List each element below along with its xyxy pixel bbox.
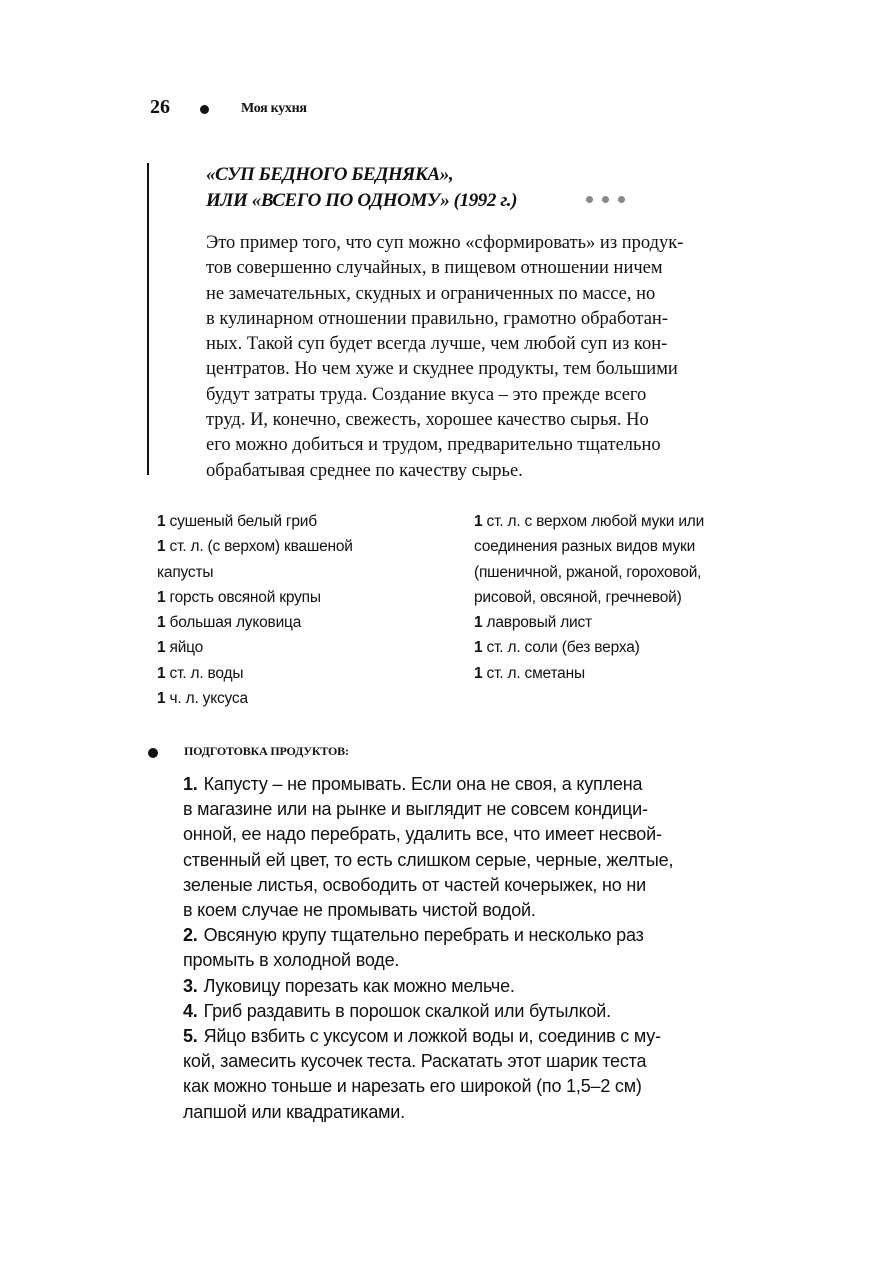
step-text: ственный ей цвет, то есть слишком серые, черные, желтые, — [183, 849, 674, 870]
ingredient-text: большая луковица — [165, 614, 302, 632]
ingredient-qty: 1 — [474, 513, 483, 530]
step-text: онной, ее надо перебрать, удалить все, что имеет несвой- — [183, 824, 662, 845]
ingredient-qty: 1 — [157, 614, 166, 632]
step-line — [183, 873, 783, 898]
ingredient-item — [157, 686, 457, 711]
intro-line: ных. Такой суп будет всегда лучше, чем любой суп из кон- — [206, 334, 668, 355]
step-line — [183, 848, 783, 873]
ingredient-text: рисовой, овсяной, гречневой) — [474, 588, 682, 606]
step-number: 4. — [183, 1000, 198, 1021]
step-text: в магазине или на рынке и выглядит не совсем кондици- — [183, 799, 648, 820]
step-line — [183, 1074, 783, 1099]
ingredient-text: яйцо — [165, 639, 204, 657]
dot-icon — [586, 196, 593, 203]
ornament-dots — [586, 196, 625, 203]
intro-line: в кулинарном отношении правильно, грамотно обработан- — [206, 308, 668, 329]
ingredients-left-column — [157, 509, 457, 711]
step-line — [183, 974, 783, 999]
step-text: зеленые листья, освободить от частей кочерыжек, но ни — [183, 874, 646, 895]
header-bullet-icon — [200, 105, 209, 114]
ingredients-right-column — [474, 509, 794, 686]
step-text: промыть в холодной воде. — [183, 950, 400, 971]
step-text: Овсяную крупу тщательно перебрать и несколько раз — [203, 925, 644, 946]
recipe-title — [206, 162, 517, 214]
ingredient-item — [474, 610, 794, 635]
step-text: лапшой или квадратиками. — [183, 1101, 405, 1122]
intro-line: будут затраты труда. Создание вкуса – это прежде всего — [206, 384, 647, 405]
step-text: кой, замесить кусочек теста. Раскатать этот шарик теста — [183, 1051, 647, 1072]
ingredient-item — [157, 534, 457, 559]
step-line — [183, 797, 783, 822]
step-line — [183, 898, 783, 923]
ingredient-qty: 1 — [157, 513, 166, 530]
side-rule-divider — [147, 163, 149, 475]
ingredient-item — [157, 610, 457, 635]
step-line — [183, 1100, 783, 1125]
ingredient-text: горсть овсяной крупы — [165, 588, 321, 606]
intro-line: его можно добиться и трудом, предварительно тщательно — [206, 435, 661, 456]
ingredient-item — [157, 560, 457, 585]
ingredient-text: ст. л. с верхом любой муки или — [482, 513, 705, 530]
step-number: 1. — [183, 774, 198, 794]
ingredient-item — [474, 585, 794, 610]
preparation-steps — [183, 772, 783, 1125]
running-title: Моя кухня — [241, 101, 307, 116]
page-number: 26 — [150, 96, 170, 118]
step-number: 2. — [183, 925, 198, 946]
intro-line: не замечательных, скудных и ограниченных по массе, но — [206, 283, 656, 304]
step-text: в коем случае не промывать чистой водой. — [183, 900, 536, 921]
ingredient-text: лавровый лист — [482, 614, 592, 632]
ingredient-qty: 1 — [474, 614, 483, 632]
dot-icon — [602, 196, 609, 203]
ingredient-item — [157, 635, 457, 660]
ingredient-item — [474, 509, 794, 534]
dot-icon — [618, 196, 625, 203]
ingredient-text: сушеный белый гриб — [165, 513, 317, 530]
ingredient-qty: 1 — [157, 538, 166, 556]
ingredient-item — [157, 585, 457, 610]
step-line — [183, 923, 783, 948]
section-bullet-icon — [148, 748, 158, 758]
intro-line: тов совершенно случайных, в пищевом отношении ничем — [206, 258, 663, 279]
step-text: Луковицу порезать как можно мельче. — [203, 975, 515, 996]
ingredient-qty: 1 — [157, 639, 166, 657]
ingredient-text: (пшеничной, ржаной, гороховой, — [474, 563, 702, 581]
intro-line: центратов. Но чем хуже и скуднее продукты, тем большими — [206, 359, 678, 380]
step-line — [183, 822, 783, 847]
step-text: Яйцо взбить с уксусом и ложкой воды и, соединив с му- — [203, 1026, 661, 1047]
step-text: Гриб раздавить в порошок скалкой или бутылкой. — [203, 1000, 611, 1021]
ingredient-item — [474, 534, 794, 559]
step-line — [183, 1049, 783, 1074]
step-line — [183, 948, 783, 973]
step-number: 5. — [183, 1026, 198, 1047]
ingredient-text: капусты — [157, 563, 214, 581]
ingredient-text: ст. л. соли (без верха) — [482, 639, 640, 657]
recipe-title-line-1: «СУП БЕДНОГО БЕДНЯКА», — [206, 164, 454, 185]
preparation-heading: ПОДГОТОВКА ПРОДУКТОВ: — [184, 744, 349, 758]
ingredient-text: ст. л. воды — [165, 664, 244, 682]
ingredient-qty: 1 — [157, 664, 166, 682]
step-line — [183, 772, 783, 797]
ingredient-qty: 1 — [157, 588, 166, 606]
ingredient-item — [157, 661, 457, 686]
intro-line: труд. И, конечно, свежесть, хорошее качество сырья. Но — [206, 410, 649, 431]
step-text: как можно тоньше и нарезать его широкой (по 1,5–2 см) — [183, 1076, 642, 1097]
step-number: 3. — [183, 975, 198, 996]
step-text: Капусту – не промывать. Если она не своя, а куплена — [203, 774, 643, 794]
ingredient-text: ст. л. (с верхом) квашеной — [165, 538, 353, 556]
ingredient-item — [474, 661, 794, 686]
ingredient-qty: 1 — [474, 664, 483, 682]
ingredient-qty: 1 — [474, 639, 483, 657]
step-line — [183, 999, 783, 1024]
ingredient-item — [474, 560, 794, 585]
ingredient-qty: 1 — [157, 690, 166, 708]
step-line — [183, 1024, 783, 1049]
ingredient-item — [157, 509, 457, 534]
recipe-title-line-2: ИЛИ «ВСЕГО ПО ОДНОМУ» (1992 г.) — [206, 190, 517, 211]
ingredient-text: ст. л. сметаны — [482, 664, 585, 682]
intro-line: обрабатывая среднее по качеству сырье. — [206, 460, 523, 481]
intro-line: Это пример того, что суп можно «сформировать» из продук- — [206, 233, 684, 253]
ingredient-item — [474, 635, 794, 660]
intro-paragraph — [206, 231, 786, 484]
ingredient-text: соединения разных видов муки — [474, 538, 696, 556]
ingredient-text: ч. л. уксуса — [165, 690, 248, 708]
